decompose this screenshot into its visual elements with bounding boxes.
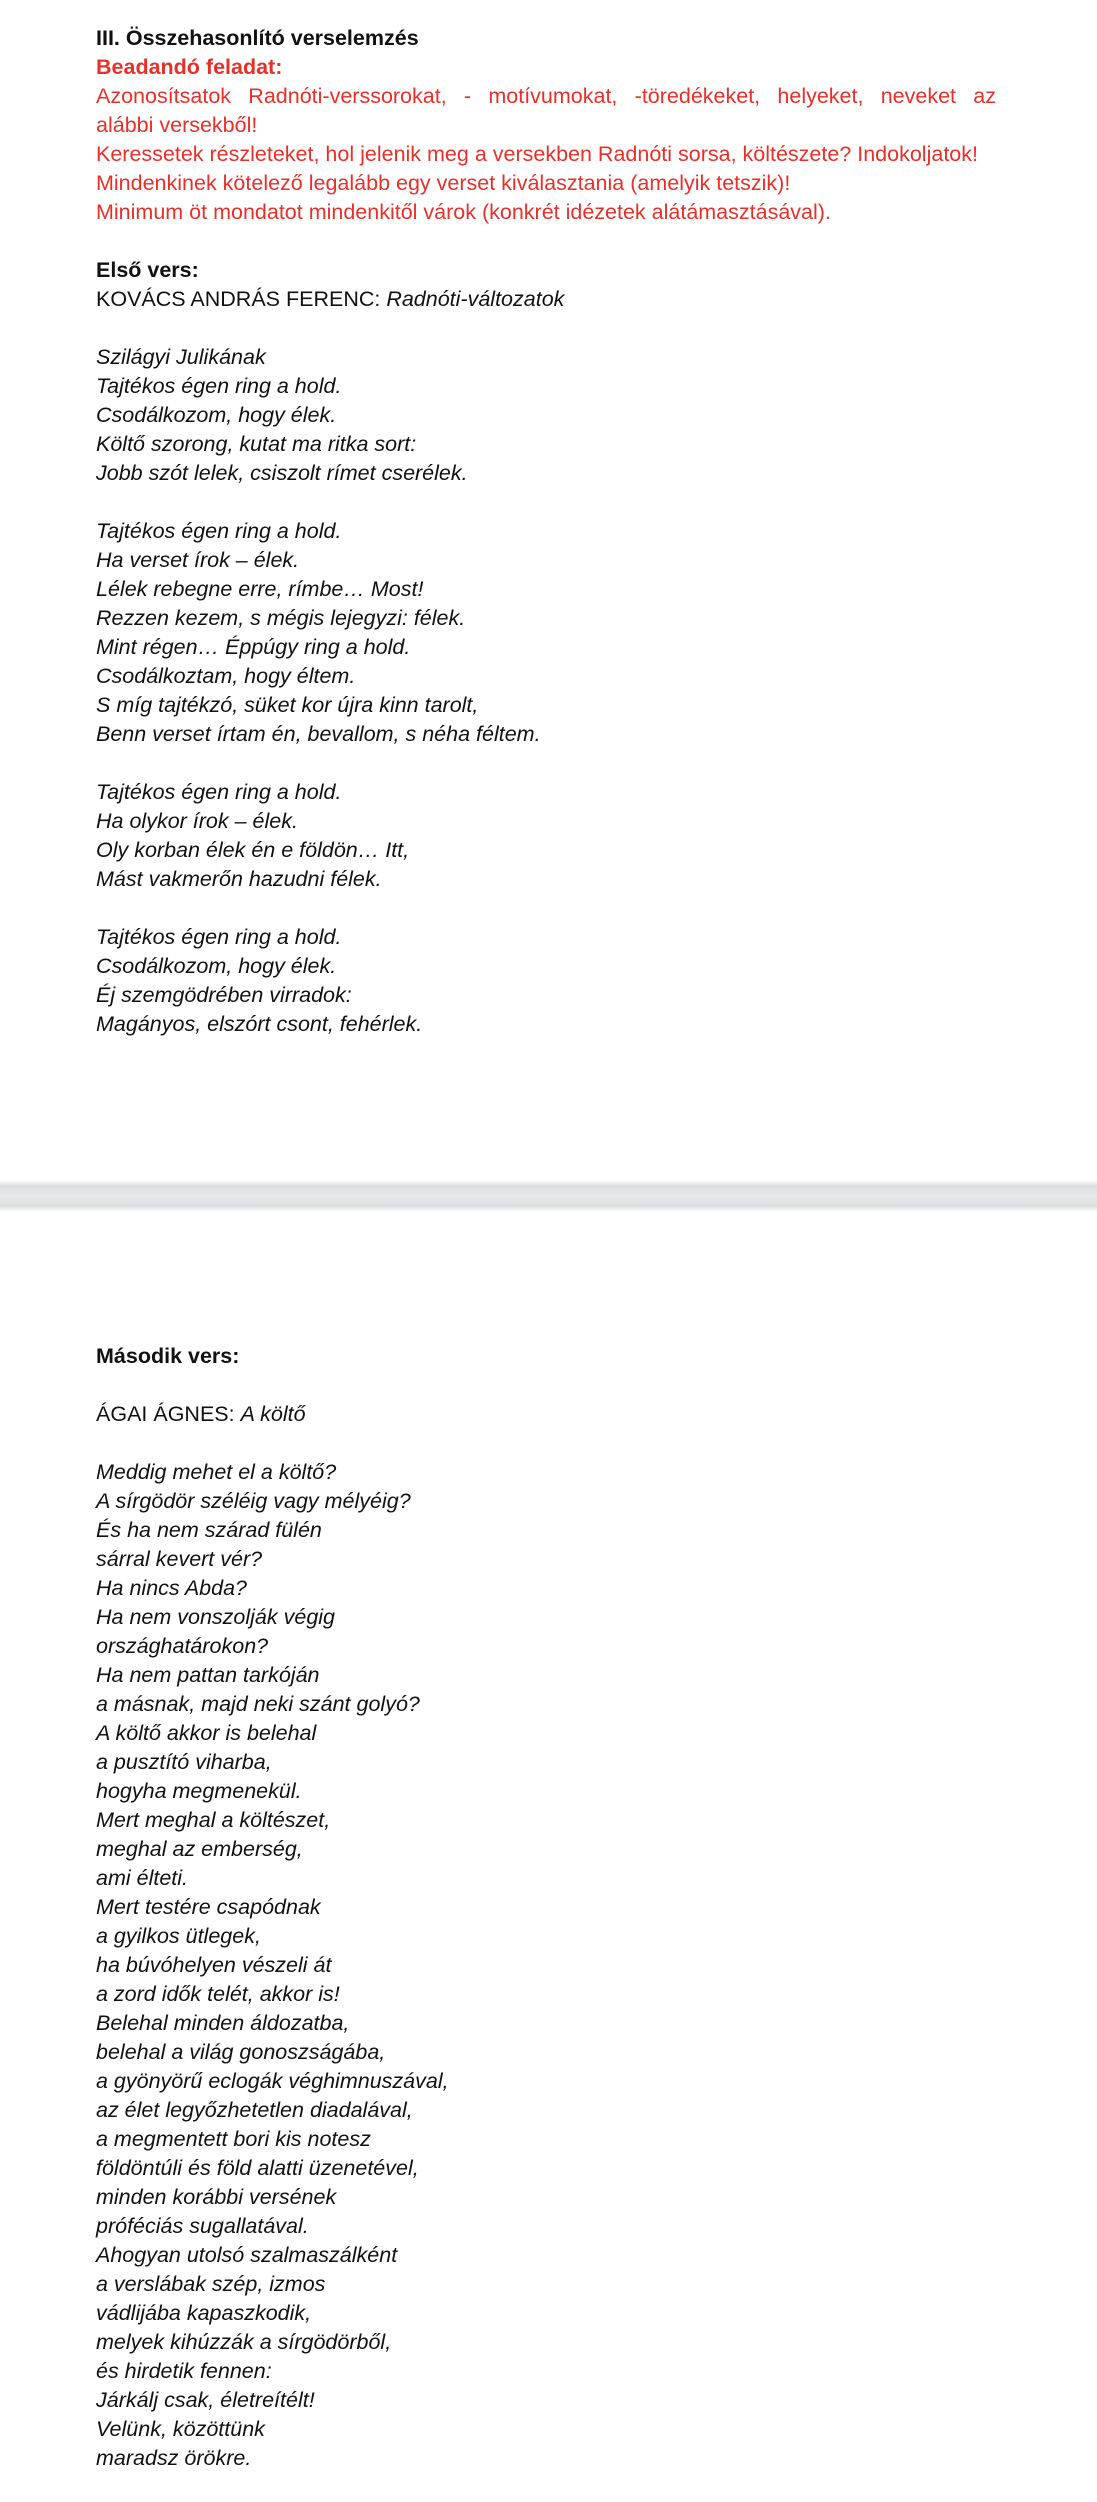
poem2-line: hogyha megmenekül. xyxy=(96,1779,302,1803)
poem2-line: földöntúli és föld alatti üzenetével, xyxy=(96,2156,419,2180)
poem2-line: meghal az emberség, xyxy=(96,1837,303,1861)
poem2-line: Velünk, közöttünk xyxy=(96,2417,265,2441)
poem1-byline xyxy=(96,285,996,314)
poem1-line: Szilágyi Julikának xyxy=(96,345,266,369)
poem2-author: ÁGAI ÁGNES: xyxy=(96,1402,235,1426)
poem2-line: a megmentett bori kis notesz xyxy=(96,2127,371,2151)
poem1-line: Ha verset írok – élek. xyxy=(96,548,300,572)
poem1-line: Csodálkoztam, hogy éltem. xyxy=(96,664,356,688)
poem2-body xyxy=(96,1458,996,2473)
task-line: Keressetek részleteket, hol jelenik meg a versekben Radnóti sorsa, költészete? Indokoljatok! xyxy=(96,142,978,166)
poem1-line: Tajtékos égen ring a hold. xyxy=(96,780,342,804)
poem2-line: a gyilkos ütlegek, xyxy=(96,1924,261,1948)
poem1-author: KOVÁCS ANDRÁS FERENC: xyxy=(96,287,381,311)
task-label: Beadandó feladat: xyxy=(96,55,283,79)
spacer xyxy=(96,1371,996,1400)
poem2-line: maradsz örökre. xyxy=(96,2446,252,2470)
page1-content xyxy=(96,24,996,1039)
stanza-gap xyxy=(96,488,996,517)
poem2-line: Járkálj csak, életreítélt! xyxy=(96,2388,315,2412)
poem2-line: A sírgödör széléig vagy mélyéig? xyxy=(96,1489,411,1513)
poem1-line: Lélek rebegne erre, rímbe… Most! xyxy=(96,577,424,601)
poem1-line: Oly korban élek én e földön… Itt, xyxy=(96,838,410,862)
poem2-line: országhatárokon? xyxy=(96,1634,269,1658)
poem2-line: És ha nem szárad fülén xyxy=(96,1518,322,1542)
page2-content xyxy=(96,1342,996,2473)
poem2-line: a zord idők telét, akkor is! xyxy=(96,1982,340,2006)
task-line: Azonosítsatok Radnóti-verssorokat, - motívumokat, -töredékeket, helyeket, neveket az xyxy=(96,84,996,108)
poem2-line: melyek kihúzzák a sírgödörből, xyxy=(96,2330,392,2354)
poem2-line: Mert meghal a költészet, xyxy=(96,1808,331,1832)
poem2-line: A költő akkor is belehal xyxy=(96,1721,317,1745)
poem2-line: a gyönyörű eclogák véghimnuszával, xyxy=(96,2069,449,2093)
poem2-label: Második vers: xyxy=(96,1344,240,1368)
poem1-line: Jobb szót lelek, csiszolt rímet cserélek. xyxy=(96,461,468,485)
poem2-line: Ha nem pattan tarkóján xyxy=(96,1663,320,1687)
poem2-line: Meddig mehet el a költő? xyxy=(96,1460,337,1484)
spacer xyxy=(96,314,996,343)
stanza-gap xyxy=(96,894,996,923)
poem1-line: Mint régen… Éppúgy ring a hold. xyxy=(96,635,411,659)
task-line: alábbi versekből! xyxy=(96,113,258,137)
poem2-line: a pusztító viharba, xyxy=(96,1750,272,1774)
poem1-line: Éj szemgödrében virradok: xyxy=(96,983,352,1007)
poem1-line: Költő szorong, kutat ma ritka sort: xyxy=(96,432,417,456)
poem2-line: ha búvóhelyen vészeli át xyxy=(96,1953,332,1977)
stanza-gap xyxy=(96,749,996,778)
poem2-line: ami élteti. xyxy=(96,1866,189,1890)
poem2-line: Mert testére csapódnak xyxy=(96,1895,321,1919)
poem1-line: Tajtékos égen ring a hold. xyxy=(96,519,342,543)
poem1-line: Tajtékos égen ring a hold. xyxy=(96,925,342,949)
poem2-line: próféciás sugallatával. xyxy=(96,2214,309,2238)
poem2-title: A költő xyxy=(240,1402,306,1426)
poem1-line: Benn verset írtam én, bevallom, s néha féltem. xyxy=(96,722,541,746)
poem2-line: a verslábak szép, izmos xyxy=(96,2272,326,2296)
poem1-label: Első vers: xyxy=(96,258,199,282)
poem1-line: Magányos, elszórt csont, fehérlek. xyxy=(96,1012,423,1036)
poem2-line: sárral kevert vér? xyxy=(96,1547,263,1571)
poem2-line: Ahogyan utolsó szalmaszálként xyxy=(96,2243,398,2267)
task-line: Mindenkinek kötelező legalább egy verset kiválasztania (amelyik tetszik)! xyxy=(96,171,791,195)
poem2-line: Ha nem vonszolják végig xyxy=(96,1605,336,1629)
poem1-line: Csodálkozom, hogy élek. xyxy=(96,403,337,427)
poem1-line: Mást vakmerőn hazudni félek. xyxy=(96,867,382,891)
poem2-line: belehal a világ gonoszságába, xyxy=(96,2040,386,2064)
poem1-line: Rezzen kezem, s mégis lejegyzi: félek. xyxy=(96,606,466,630)
poem1-body xyxy=(96,343,996,1039)
poem1-title: Radnóti-változatok xyxy=(386,287,565,311)
task-line: Minimum öt mondatot mindenkitől várok (konkrét idézetek alátámasztásával). xyxy=(96,200,831,224)
poem1-line: Ha olykor írok – élek. xyxy=(96,809,298,833)
poem2-line: Ha nincs Abda? xyxy=(96,1576,247,1600)
spacer xyxy=(96,1429,996,1458)
poem2-line: a másnak, majd neki szánt golyó? xyxy=(96,1692,420,1716)
poem1-line: Csodálkozom, hogy élek. xyxy=(96,954,337,978)
poem1-line: Tajtékos égen ring a hold. xyxy=(96,374,342,398)
poem2-line: minden korábbi versének xyxy=(96,2185,337,2209)
poem2-line: vádlijába kapaszkodik, xyxy=(96,2301,312,2325)
poem2-line: és hirdetik fennen: xyxy=(96,2359,272,2383)
spacer xyxy=(96,227,996,256)
section-heading: III. Összehasonlító verselemzés xyxy=(96,26,419,50)
document-page-1 xyxy=(0,0,1097,1180)
poem1-line: S míg tajtékzó, süket kor újra kinn tarolt, xyxy=(96,693,479,717)
poem2-line: az élet legyőzhetetlen diadalával, xyxy=(96,2098,413,2122)
page-separator xyxy=(0,1180,1097,1212)
poem2-line: Belehal minden áldozatba, xyxy=(96,2011,350,2035)
poem2-byline xyxy=(96,1400,996,1429)
